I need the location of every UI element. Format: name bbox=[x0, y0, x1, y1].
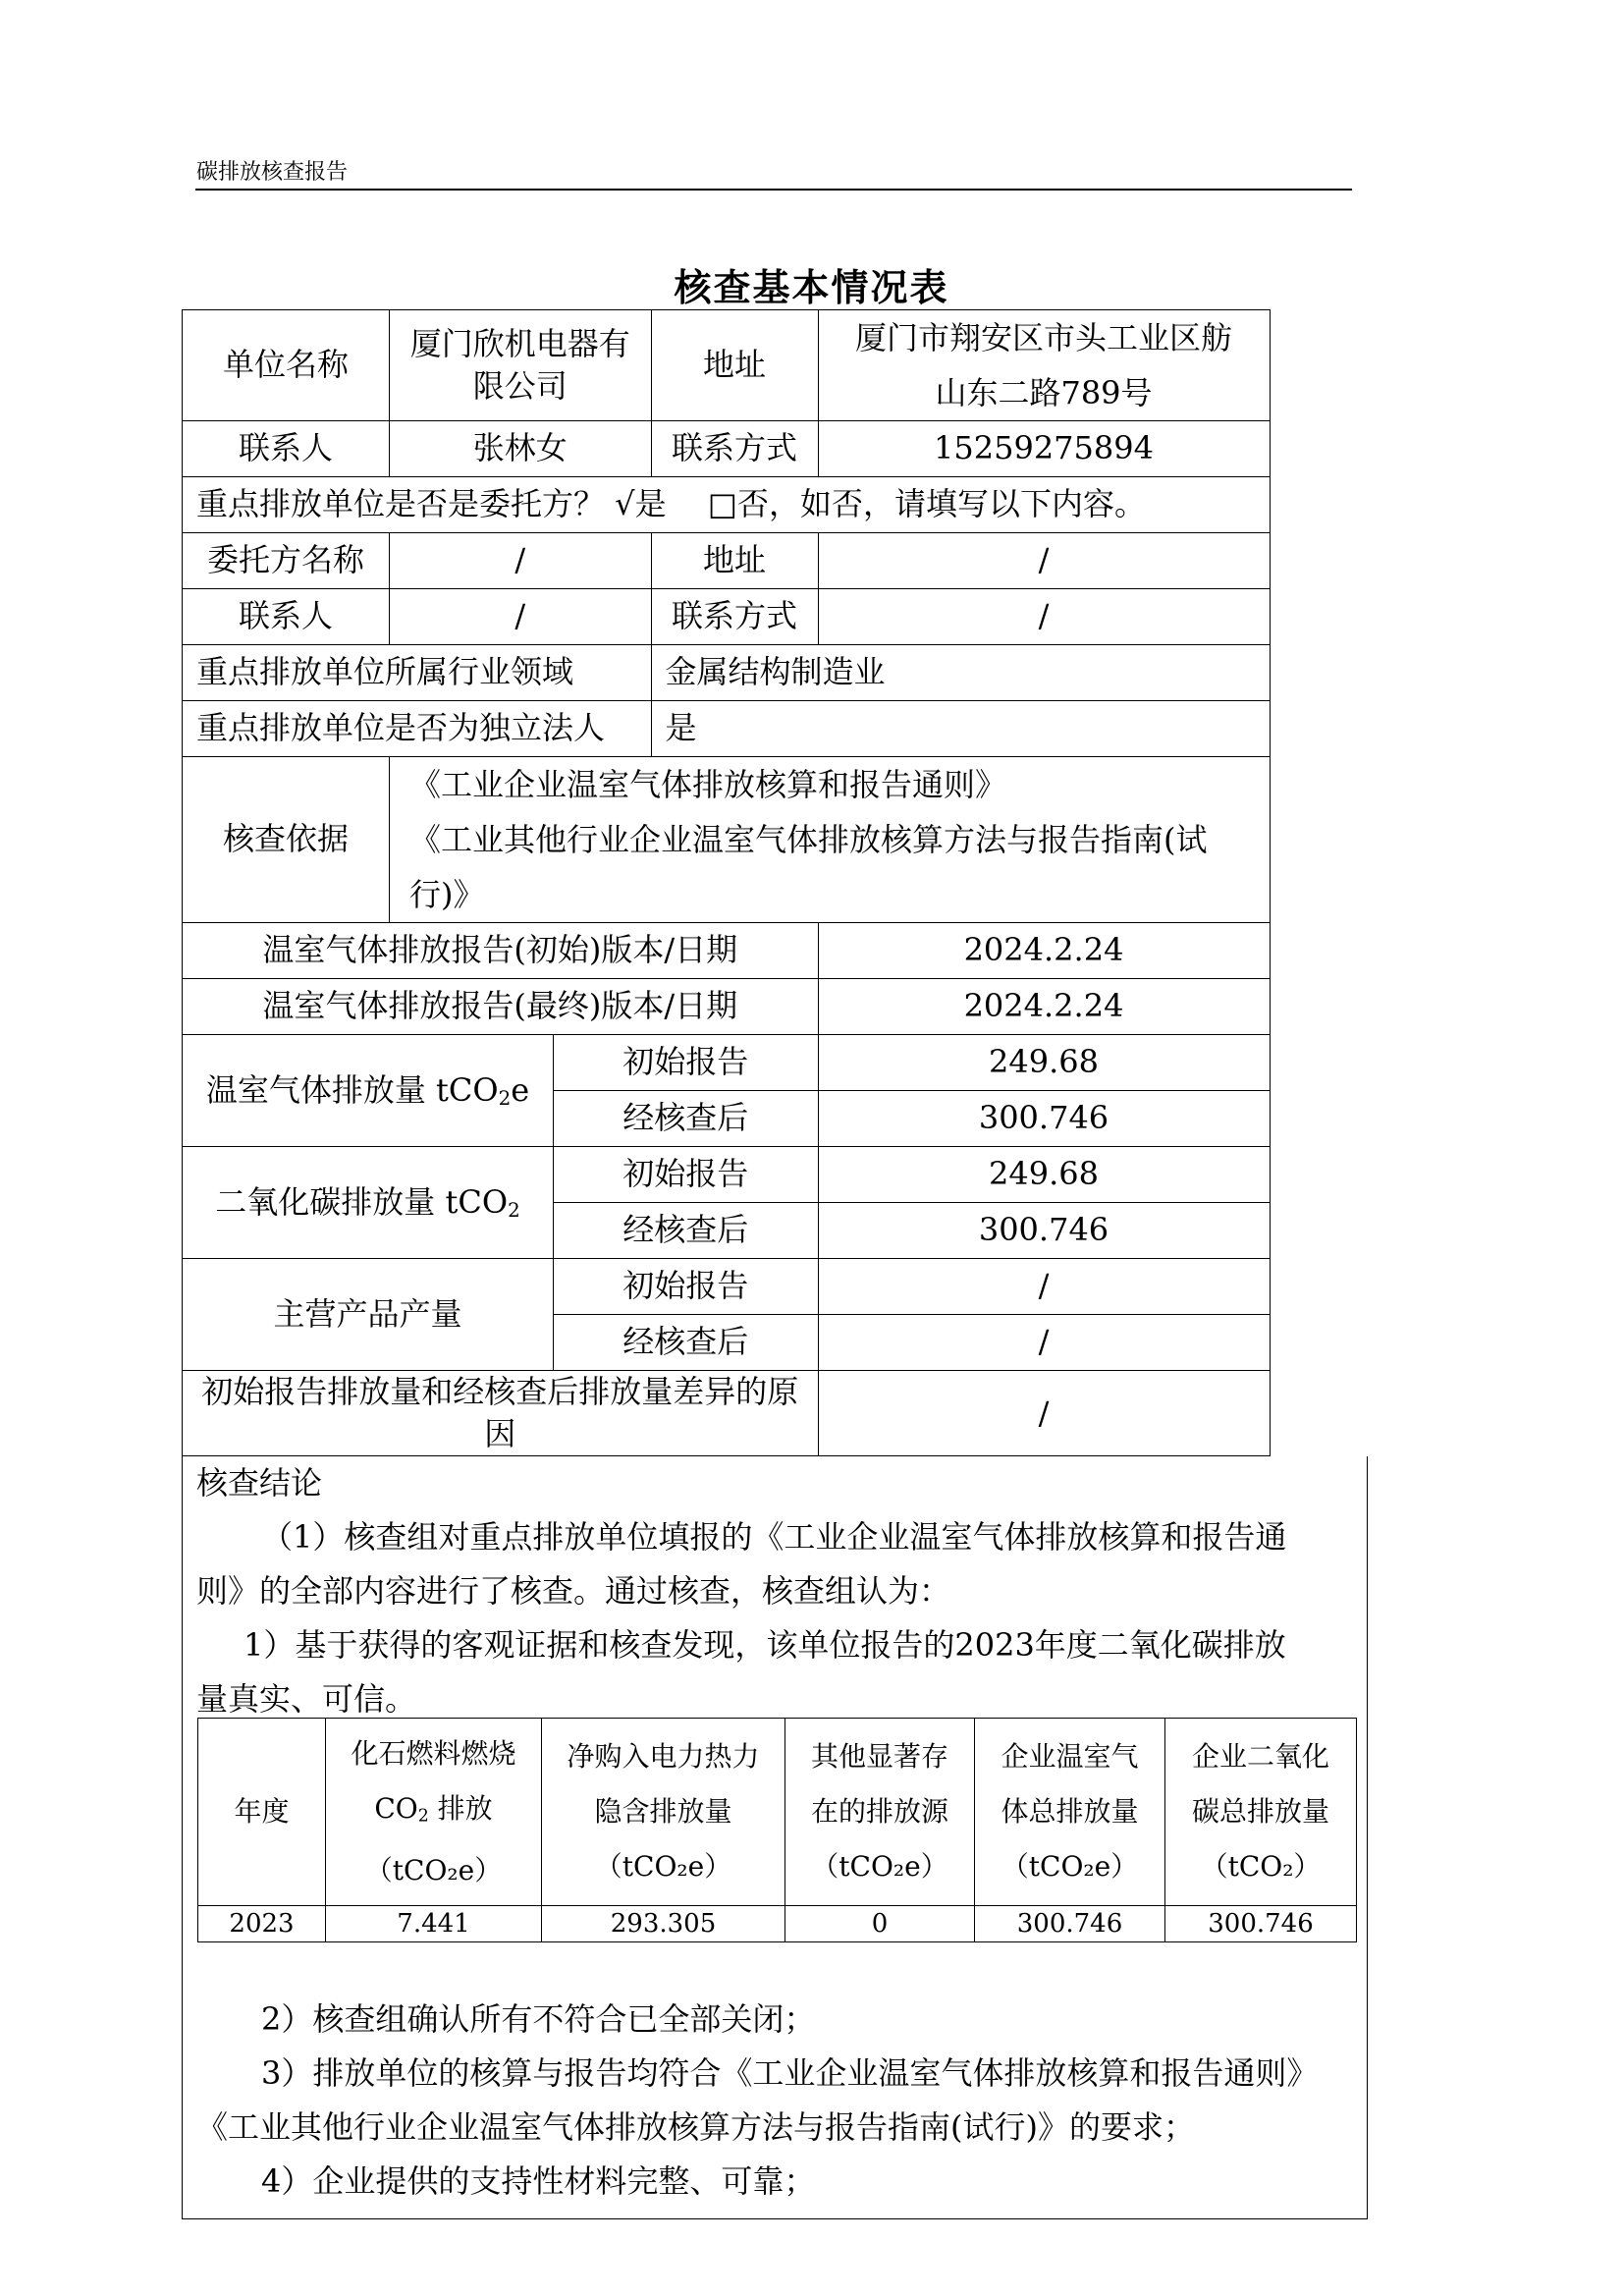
unit-name: 厦门欣机电器有限公司 bbox=[390, 310, 652, 421]
entrust-question: 重点排放单位是否是委托方？ √是 □否，如否，请填写以下内容。 bbox=[183, 477, 1271, 533]
entrust-address: / bbox=[818, 533, 1270, 589]
co2-verified-value: 300.746 bbox=[818, 1203, 1270, 1259]
entrust-name-label: 委托方名称 bbox=[183, 533, 390, 589]
th-fossil: 化石燃料燃烧 $CO_2$ 排放 （tCO₂e） bbox=[326, 1719, 542, 1906]
conclusion-after-table bbox=[183, 1993, 1369, 2209]
ghg-initial-value: 249.68 bbox=[818, 1035, 1270, 1091]
cell-electricity: 293.305 bbox=[542, 1906, 785, 1942]
product-initial-label: 初始报告 bbox=[554, 1259, 819, 1315]
co2-label: 二氧化碳排放量 tCO$_2$ bbox=[183, 1147, 554, 1259]
co2-initial-value: 249.68 bbox=[818, 1147, 1270, 1203]
cell-other: 0 bbox=[785, 1906, 975, 1942]
basis-line2: 《工业其他行业企业温室气体排放核算方法与报告指南(试行)》 bbox=[409, 821, 1208, 913]
entrust-contact: / bbox=[390, 589, 652, 645]
basis-value bbox=[390, 757, 1271, 923]
unit-address-line1: 厦门市翔安区市头工业区舫 bbox=[854, 319, 1232, 356]
entrust-address-label: 地址 bbox=[651, 533, 818, 589]
emission-table bbox=[197, 1718, 1357, 1942]
cell-co2-total: 300.746 bbox=[1165, 1906, 1357, 1942]
unit-address-line2: 山东二路789号 bbox=[935, 374, 1153, 411]
th-ghg-total: 企业温室气 体总排放量 （tCO₂e） bbox=[975, 1719, 1165, 1906]
co2-initial-label: 初始报告 bbox=[554, 1147, 819, 1203]
phone-value: 15259275894 bbox=[818, 421, 1270, 477]
diff-label: 初始报告排放量和经核查后排放量差异的原因 bbox=[183, 1371, 819, 1456]
diff-value: / bbox=[818, 1371, 1270, 1456]
th-other: 其他显著存 在的排放源 （tCO₂e） bbox=[785, 1719, 975, 1906]
basic-info-table bbox=[182, 309, 1368, 1456]
ghg-verified-label: 经核查后 bbox=[554, 1091, 819, 1147]
basis-line1: 《工业企业温室气体排放核算和报告通则》 bbox=[409, 766, 1007, 803]
report-initial-value: 2024.2.24 bbox=[818, 923, 1270, 979]
table-row bbox=[198, 1906, 1357, 1942]
entrust-name: / bbox=[390, 533, 652, 589]
header-rule bbox=[195, 189, 1352, 191]
contact-label: 联系人 bbox=[183, 421, 390, 477]
report-final-label: 温室气体排放报告(最终)版本/日期 bbox=[183, 979, 819, 1035]
co2-verified-label: 经核查后 bbox=[554, 1203, 819, 1259]
basis-label: 核查依据 bbox=[183, 757, 390, 923]
unit-address bbox=[818, 310, 1270, 421]
report-final-value: 2024.2.24 bbox=[818, 979, 1270, 1035]
phone-label: 联系方式 bbox=[651, 421, 818, 477]
legal-person-value: 是 bbox=[651, 701, 1270, 757]
verification-summary-table bbox=[182, 309, 1368, 2219]
entrust-contact-label: 联系人 bbox=[183, 589, 390, 645]
report-initial-label: 温室气体排放报告(初始)版本/日期 bbox=[183, 923, 819, 979]
ghg-label: 温室气体排放量 tCO$_2$e bbox=[183, 1035, 554, 1147]
running-header: 碳排放核查报告 bbox=[196, 160, 349, 185]
th-year: 年度 bbox=[198, 1719, 326, 1906]
cell-ghg-total: 300.746 bbox=[975, 1906, 1165, 1942]
entrust-phone: / bbox=[818, 589, 1270, 645]
page-title: 核查基本情况表 bbox=[674, 265, 949, 309]
ghg-initial-label: 初始报告 bbox=[554, 1035, 819, 1091]
conclusion-section bbox=[182, 1456, 1368, 2219]
cell-year: 2023 bbox=[198, 1906, 326, 1942]
unit-name-label: 单位名称 bbox=[183, 310, 390, 421]
contact-value: 张林女 bbox=[390, 421, 652, 477]
conclusion-heading: 核查结论 bbox=[196, 1464, 323, 1503]
unit-address-label: 地址 bbox=[651, 310, 818, 421]
ghg-verified-value: 300.746 bbox=[818, 1091, 1270, 1147]
legal-person-label: 重点排放单位是否为独立法人 bbox=[183, 701, 652, 757]
th-co2-total: 企业二氧化 碳总排放量 （tCO₂） bbox=[1165, 1719, 1357, 1906]
entrust-phone-label: 联系方式 bbox=[651, 589, 818, 645]
conclusion-p5: 4）企业提供的支持性材料完整、可靠； bbox=[261, 2162, 816, 2201]
cell-fossil: 7.441 bbox=[326, 1906, 542, 1942]
conclusion-p1: （1）核查组对重点排放单位填报的《工业企业温室气体排放核算和报告通 则》的全部内容进行了核查。通过核查，核查组认为： bbox=[196, 1518, 1287, 1611]
th-electricity: 净购入电力热力 隐含排放量 （tCO₂e） bbox=[542, 1719, 785, 1906]
product-verified-label: 经核查后 bbox=[554, 1315, 819, 1371]
product-initial-value: / bbox=[818, 1259, 1270, 1315]
conclusion-p4: 3）排放单位的核算与报告均符合《工业企业温室气体排放核算和报告通则》 《工业其他行业企业温室气体排放核算方法与报告指南(试行)》的要求； bbox=[196, 2054, 1319, 2147]
product-label: 主营产品产量 bbox=[183, 1259, 554, 1371]
industry-value: 金属结构制造业 bbox=[651, 645, 1270, 701]
conclusion-p2: 1）基于获得的客观证据和核查发现，该单位报告的2023年度二氧化碳排放 量真实、可信。 bbox=[196, 1626, 1286, 1719]
product-verified-value: / bbox=[818, 1315, 1270, 1371]
industry-label: 重点排放单位所属行业领域 bbox=[183, 645, 652, 701]
conclusion-p3: 2）核查组确认所有不符合已全部关闭； bbox=[261, 2000, 816, 2039]
